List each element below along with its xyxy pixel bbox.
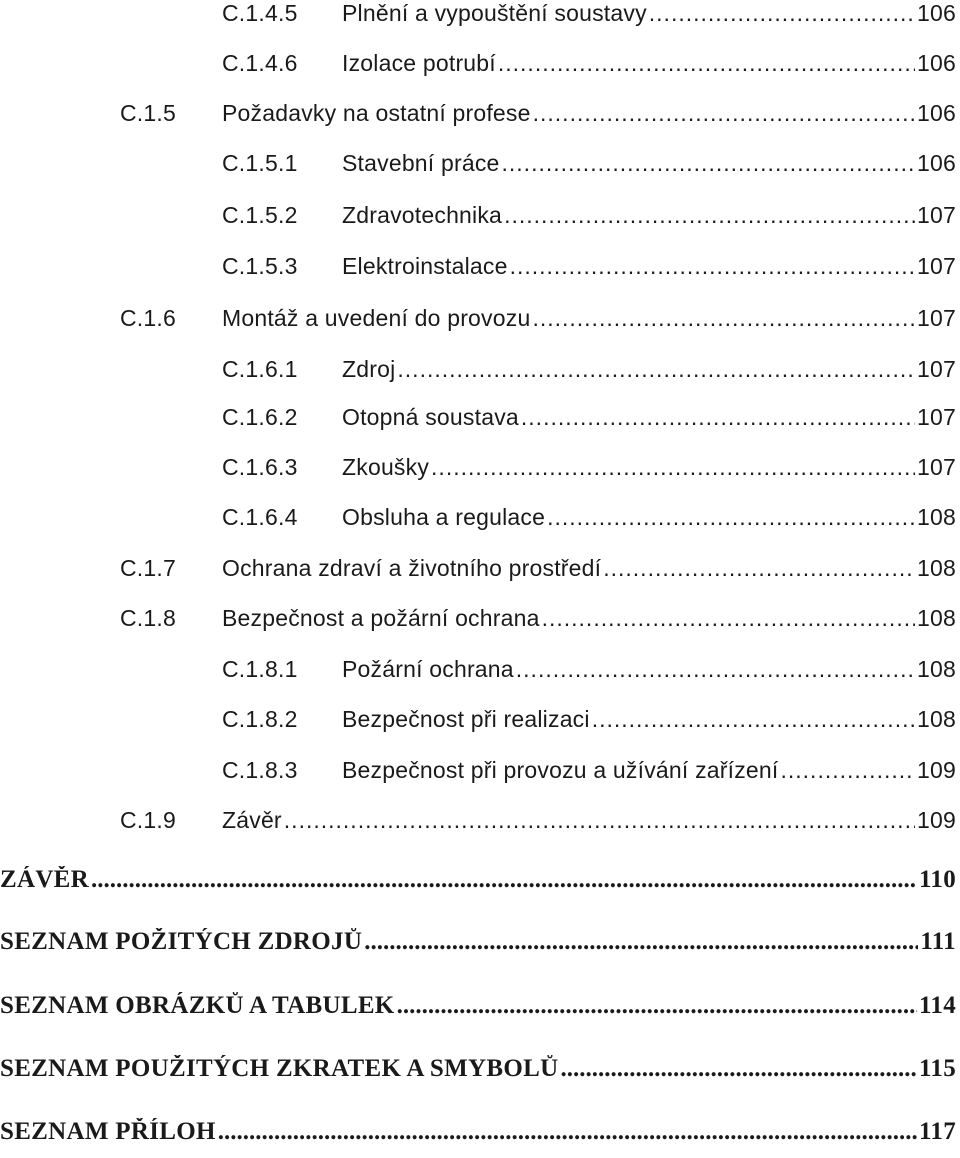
toc-leader-dots — [547, 504, 915, 531]
toc-leader-dots — [603, 555, 915, 582]
toc-entry-page: 107 — [917, 253, 956, 279]
toc-entry[interactable] — [222, 50, 956, 90]
toc-leader-dots — [516, 656, 915, 683]
toc-main-entry-title: SEZNAM POŽITÝCH ZDROJŮ — [0, 928, 363, 955]
toc-leader-dots — [510, 253, 915, 280]
toc-entry-page: 106 — [917, 50, 956, 76]
toc-entry-number: C.1.5.1 — [222, 150, 298, 176]
toc-leader-dots — [592, 706, 915, 733]
toc-entry-page: 106 — [917, 0, 956, 26]
toc-entry-number: C.1.8.1 — [222, 656, 298, 682]
toc-entry-title: Zdroj — [342, 356, 396, 382]
toc-entry-title: Plnění a vypouštění soustavy — [342, 0, 647, 26]
toc-entry-title: Závěr — [222, 807, 282, 833]
toc-entry-page: 107 — [917, 202, 956, 228]
toc-entry-title: Požární ochrana — [342, 656, 514, 682]
toc-leader-dots — [218, 1118, 917, 1146]
toc-entry-page: 107 — [917, 305, 956, 331]
toc-entry-title: Bezpečnost a požární ochrana — [222, 605, 540, 631]
toc-main-entry-page: 115 — [918, 1055, 956, 1082]
toc-entry-number: C.1.6.3 — [222, 454, 298, 480]
toc-leader-dots — [560, 1055, 917, 1083]
toc-entry[interactable] — [222, 150, 956, 190]
toc-main-entry-page: 117 — [918, 1118, 956, 1145]
toc-entry[interactable] — [222, 356, 956, 396]
toc-entry-number: C.1.5.2 — [222, 202, 298, 228]
toc-main-entry-page: 110 — [918, 866, 956, 893]
toc-leader-dots — [504, 202, 915, 229]
toc-leader-dots — [521, 404, 915, 431]
toc-entry-page: 108 — [917, 706, 956, 732]
toc-leader-dots — [502, 150, 916, 177]
toc-entry-number: C.1.4.5 — [222, 0, 298, 26]
toc-leader-dots — [542, 605, 915, 632]
toc-entry[interactable] — [222, 656, 956, 696]
toc-entry[interactable] — [222, 253, 956, 293]
toc-entry-page: 108 — [917, 504, 956, 530]
toc-entry-title: Zkoušky — [342, 454, 430, 480]
toc-entry-number: C.1.8.2 — [222, 706, 298, 732]
toc-entry-title: Stavební práce — [342, 150, 500, 176]
toc-main-entry-title: SEZNAM POUŽITÝCH ZKRATEK A SMYBOLŮ — [0, 1055, 559, 1082]
toc-entry-number: C.1.8.3 — [222, 757, 298, 783]
toc-leader-dots — [284, 807, 915, 834]
toc-entry-number: C.1.7 — [120, 555, 176, 581]
toc-entry-number: C.1.8 — [120, 605, 176, 631]
toc-entry-number: C.1.6 — [120, 305, 176, 331]
toc-entry[interactable] — [222, 454, 956, 494]
toc-leader-dots — [364, 928, 918, 956]
toc-entry-page: 108 — [917, 605, 956, 631]
toc-entry[interactable] — [120, 555, 956, 595]
toc-entry-page: 109 — [917, 807, 956, 833]
toc-entry[interactable] — [120, 305, 956, 345]
toc-entry[interactable] — [222, 0, 956, 40]
toc-main-entry-title: SEZNAM PŘÍLOH — [0, 1118, 216, 1145]
toc-entry-title: Elektroinstalace — [342, 253, 508, 279]
toc-entry-title: Izolace potrubí — [342, 50, 496, 76]
toc-entry-number: C.1.6.2 — [222, 404, 298, 430]
toc-entry[interactable] — [120, 605, 956, 645]
toc-leader-dots — [397, 356, 915, 383]
toc-main-entry-page: 111 — [920, 928, 956, 955]
toc-entry-page: 106 — [917, 100, 956, 126]
toc-main-entry[interactable] — [0, 992, 956, 1032]
toc-main-entry-title: SEZNAM OBRÁZKŮ A TABULEK — [0, 992, 395, 1019]
toc-entry[interactable] — [120, 100, 956, 140]
toc-main-entry[interactable] — [0, 928, 956, 968]
toc-entry-title: Bezpečnost při realizaci — [342, 706, 590, 732]
toc-entry[interactable] — [120, 807, 956, 847]
toc-main-entry-page: 114 — [918, 992, 956, 1019]
toc-entry[interactable] — [222, 404, 956, 444]
toc-entry-title: Požadavky na ostatní profese — [222, 100, 531, 126]
toc-main-entry[interactable] — [0, 1118, 956, 1158]
toc-main-entry[interactable] — [0, 1055, 956, 1095]
toc-leader-dots — [431, 454, 915, 481]
toc-main-entry-title: ZÁVĚR — [0, 866, 90, 893]
toc-entry-page: 107 — [917, 404, 956, 430]
toc-entry-number: C.1.4.6 — [222, 50, 298, 76]
toc-main-entry[interactable] — [0, 866, 956, 906]
toc-entry[interactable] — [222, 757, 956, 797]
toc-entry-title: Obsluha a regulace — [342, 504, 546, 530]
toc-entry-page: 106 — [917, 150, 956, 176]
toc-entry-title: Bezpečnost při provozu a užívání zařízení — [342, 757, 779, 783]
toc-leader-dots — [498, 50, 915, 77]
toc-entry[interactable] — [222, 504, 956, 544]
toc-entry[interactable] — [222, 706, 956, 746]
toc-entry-page: 107 — [917, 454, 956, 480]
toc-entry-page: 109 — [917, 757, 956, 783]
toc-entry-number: C.1.6.1 — [222, 356, 298, 382]
toc-entry-number: C.1.9 — [120, 807, 176, 833]
toc-entry-page: 107 — [917, 356, 956, 382]
toc-entry-title: Montáž a uvedení do provozu — [222, 305, 531, 331]
toc-entry-page: 108 — [917, 555, 956, 581]
toc-leader-dots — [532, 305, 915, 332]
toc-entry-page: 108 — [917, 656, 956, 682]
toc-leader-dots — [533, 100, 915, 127]
toc-entry-number: C.1.6.4 — [222, 504, 298, 530]
toc-entry-title: Zdravotechnika — [342, 202, 503, 228]
toc-leader-dots — [781, 757, 916, 784]
toc-leader-dots — [397, 992, 917, 1020]
toc-entry-title: Ochrana zdraví a životního prostředí — [222, 555, 602, 581]
toc-leader-dots — [649, 0, 915, 27]
toc-entry-title: Otopná soustava — [342, 404, 519, 430]
toc-entry[interactable] — [222, 202, 956, 242]
toc-entry-number: C.1.5.3 — [222, 253, 298, 279]
toc-entry-number: C.1.5 — [120, 100, 176, 126]
toc-leader-dots — [91, 866, 917, 894]
